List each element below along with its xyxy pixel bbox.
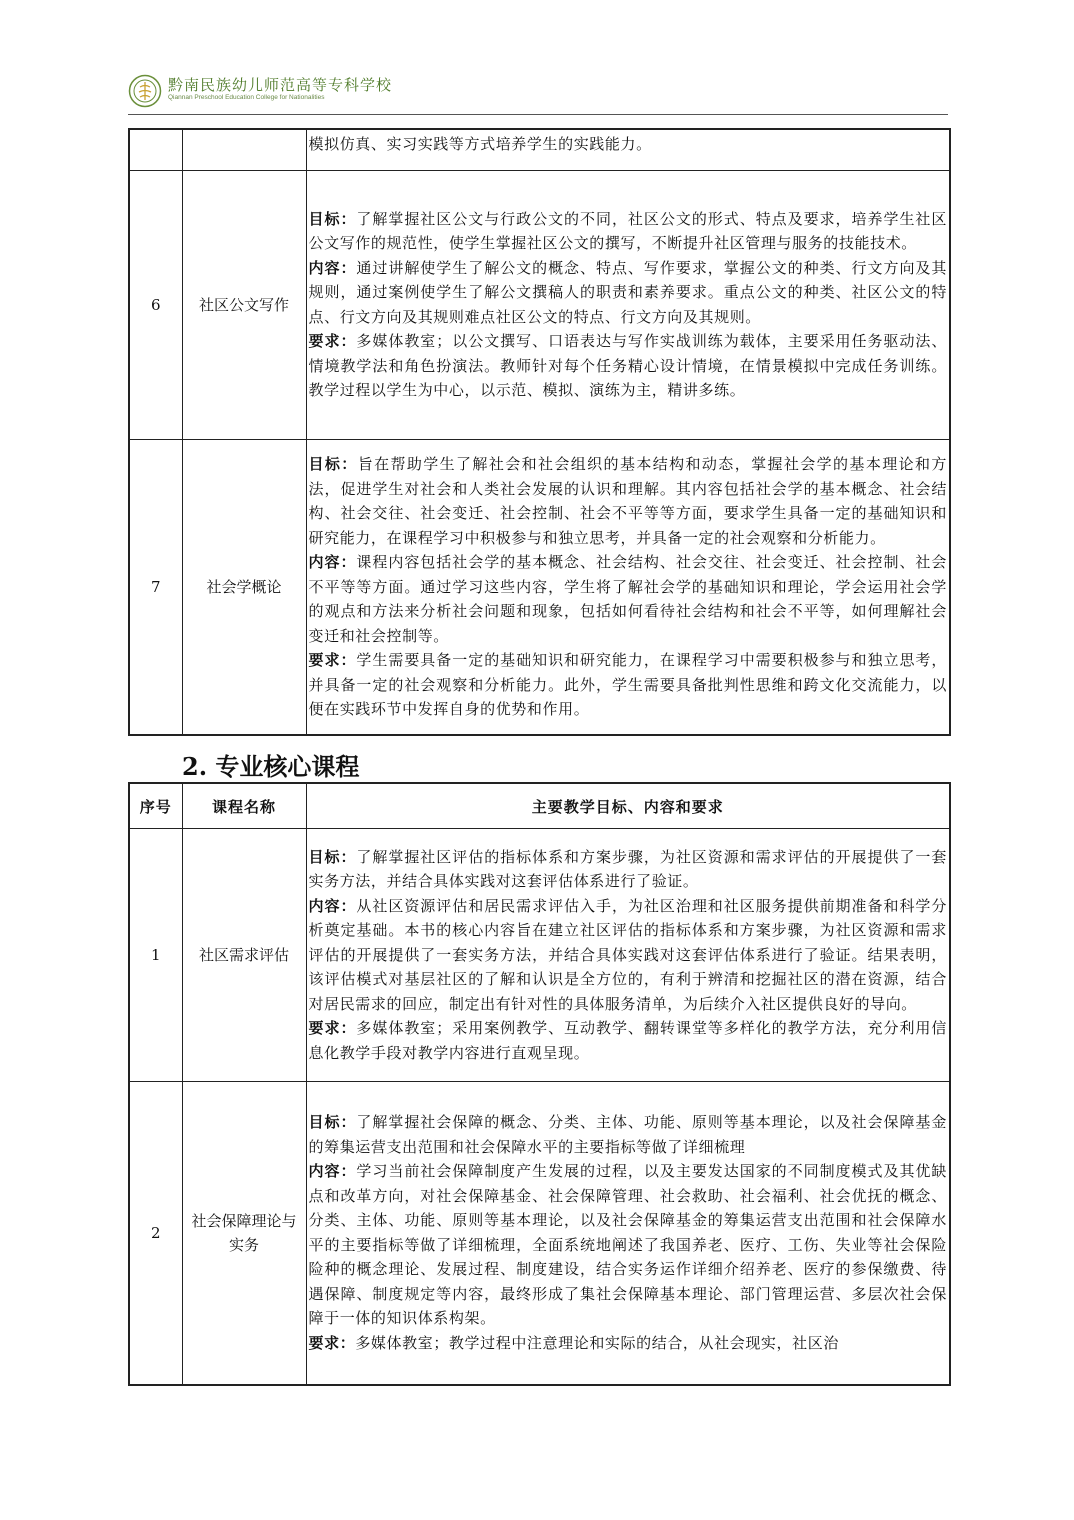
course-name: 社区公文写作 <box>182 170 306 439</box>
content-label: 内容： <box>308 896 357 915</box>
requirement-label: 要求： <box>308 651 357 669</box>
requirement-label: 要求： <box>308 1019 357 1038</box>
course-name: 社区需求评估 <box>182 829 306 1082</box>
content-text: 通过讲解使学生了解公文的概念、特点、写作要求，掌握公文的种类、行文方向及其规则，通过案例使学生了解公文撰稿人的职责和素养要求。重点公文的种类、社区公文的特点、行文方向及其规则难点社区公文的特点、行文方向及其规则。 <box>308 258 947 326</box>
content-label: 内容： <box>308 1162 357 1181</box>
table-header-row <box>129 783 950 829</box>
school-name-en: Qiannan Preschool Education College for Nationalities <box>168 94 325 101</box>
requirement-label: 要求： <box>308 1333 356 1352</box>
section-title: 2. 专业核心课程 <box>182 752 360 781</box>
table-row <box>129 129 950 170</box>
table-row <box>129 170 950 439</box>
content-text: 课程内容包括社会学的基本概念、社会结构、社会交往、社会变迁、社会控制、社会不平等等方面。通过学习这些内容，学生将了解社会学的基础知识和理论，学会运用社会学的观点和方法来分析社会问题和现象，包括如何看待社会结构和社会不平等，如何理解社会变迁和社会控制等。 <box>308 553 947 645</box>
goal-label: 目标： <box>308 1113 357 1132</box>
requirement-text: 多媒体教室；采用案例教学、互动教学、翻转课堂等多样化的教学方法，充分利用信息化教学手段对教学内容进行直观呈现。 <box>308 1019 947 1062</box>
goal-text: 了解掌握社区公文与行政公文的不同，社区公文的形式、特点及要求，培养学生社区公文写作的规范性，使学生掌握社区公文的撰写，不断提升社区管理与服务的技能技术。 <box>308 209 947 252</box>
table-row <box>129 1082 950 1385</box>
requirement-text: 多媒体教室；以公文撰写、口语表达与写作实战训练为载体，主要采用任务驱动法、情境教学法和角色扮演法。教师针对每个任务精心设计情境，在情景模拟中完成任务训练。教学过程以学生为中心，以示范、模拟、演练为主，精讲多练。 <box>308 332 947 399</box>
row-number: 7 <box>129 439 182 735</box>
school-logo-icon <box>128 74 162 108</box>
course-name <box>182 129 306 170</box>
course-description <box>306 1082 950 1385</box>
goal-label: 目标： <box>308 847 357 866</box>
goal-label: 目标： <box>308 209 357 228</box>
goal-text: 旨在帮助学生了解社会和社会组织的基本结构和动态，掌握社会学的基本理论和方法，促进学生对社会和人类社会发展的认识和理解。其内容包括社会学的基本概念、社会结构、社会交往、社会变迁、社会控制、社会不平等等方面，要求学生具备一定的基础知识和研究能力，在课程学习中积极参与和独立思考，并具备一定的社会观察和分析能力。 <box>308 455 947 547</box>
row-number: 1 <box>129 829 182 1082</box>
requirement-label: 要求： <box>308 332 357 350</box>
course-description <box>306 129 950 170</box>
content-label: 内容： <box>308 258 357 277</box>
header-course-name: 课程名称 <box>182 783 306 829</box>
table-row <box>129 829 950 1082</box>
content-text: 学习当前社会保障制度产生发展的过程，以及主要发达国家的不同制度模式及其优缺点和改革方向，对社会保障基金、社会保障管理、社会救助、社会福利、社会优抚的概念、分类、主体、功能、原则等基本理论，以及社会保障基金的筹集运营支出范围和社会保障水平的主要指标等做了详细梳理，全面系统地阐述了我国养老、医疗、工伤、失业等社会保险险种的概念理论、发展过程、制度建设，结合实务运作详细介绍养老、医疗的参保缴费、待遇保障、制度规定等内容，最终形成了集社会保障基本理论、部门管理运营、多层次社会保障于一体的知识体系构架。 <box>308 1162 947 1328</box>
course-name: 社会保障理论与实务 <box>182 1082 306 1385</box>
requirement-text: 多媒体教室；教学过程中注意理论和实际的结合，从社会现实，社区治 <box>355 1333 839 1352</box>
course-description <box>306 170 950 439</box>
course-description <box>306 439 950 735</box>
goal-label: 目标： <box>308 455 358 473</box>
row-number <box>129 129 182 170</box>
course-name: 社会学概论 <box>182 439 306 735</box>
goal-text: 了解掌握社区评估的指标体系和方案步骤，为社区资源和需求评估的开展提供了一套实务方法，并结合具体实践对这套评估体系进行了验证。 <box>308 847 947 891</box>
goal-text: 了解掌握社会保障的概念、分类、主体、功能、原则等基本理论，以及社会保障基金的筹集运营支出范围和社会保障水平的主要指标等做了详细梳理 <box>308 1113 947 1156</box>
desc-text: 模拟仿真、实习实践等方式培养学生的实践能力。 <box>308 135 652 153</box>
school-name: 黔南民族幼儿师范高等专科学校 <box>168 76 393 94</box>
page-header <box>128 68 948 115</box>
core-course-table <box>128 782 951 1386</box>
table-row <box>129 439 950 735</box>
row-number: 6 <box>129 170 182 439</box>
header-number: 序号 <box>129 783 182 829</box>
content-text: 从社区资源评估和居民需求评估入手，为社区治理和社区服务提供前期准备和科学分析奠定基础。本书的核心内容旨在建立社区评估的指标体系和方案步骤，为社区资源和需求评估的开展提供了一套实务方法，并结合具体实践对这套评估体系进行了验证。结果表明，该评估模式对基层社区的了解和认识是全方位的，有利于辨清和挖掘社区的潜在资源，结合对居民需求的回应，制定出有针对性的具体服务清单，为后续介入社区提供良好的导向。 <box>308 896 947 1013</box>
general-course-table <box>128 128 951 736</box>
course-description <box>306 829 950 1082</box>
row-number: 2 <box>129 1082 182 1385</box>
requirement-text: 学生需要具备一定的基础知识和研究能力，在课程学习中需要积极参与和独立思考，并具备一定的社会观察和分析能力。此外，学生需要具备批判性思维和跨文化交流能力，以便在实践环节中发挥自身的优势和作用。 <box>308 651 947 718</box>
header-description: 主要教学目标、内容和要求 <box>306 783 950 829</box>
content-label: 内容： <box>308 553 357 571</box>
